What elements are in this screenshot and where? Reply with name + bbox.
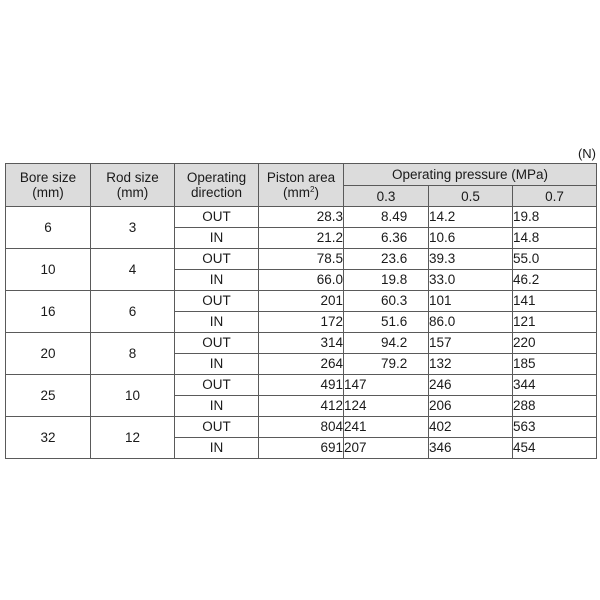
bore-size-cell: 20	[6, 333, 91, 375]
piston-area-cell: 804	[259, 417, 344, 438]
force-0-5-cell: 402	[429, 417, 513, 438]
direction-cell: OUT	[175, 249, 259, 270]
force-0-3-cell: 51.6	[344, 312, 429, 333]
rod-size-cell: 12	[91, 417, 175, 459]
force-0-5-cell: 10.6	[429, 228, 513, 249]
theoretical-output-table	[5, 163, 597, 459]
piston-area-cell: 412	[259, 396, 344, 417]
piston-area-cell: 691	[259, 438, 344, 459]
rod-size-cell: 3	[91, 207, 175, 249]
header-pressure-0-3: 0.3	[344, 186, 429, 207]
force-0-7-cell: 121	[513, 312, 597, 333]
force-0-5-cell: 157	[429, 333, 513, 354]
force-0-7-cell: 19.8	[513, 207, 597, 228]
direction-cell: OUT	[175, 333, 259, 354]
direction-cell: IN	[175, 270, 259, 291]
piston-area-cell: 78.5	[259, 249, 344, 270]
rod-size-cell: 4	[91, 249, 175, 291]
direction-cell: IN	[175, 438, 259, 459]
piston-area-cell: 21.2	[259, 228, 344, 249]
force-0-5-cell: 14.2	[429, 207, 513, 228]
force-0-5-cell: 246	[429, 375, 513, 396]
table-row	[6, 291, 597, 312]
force-0-3-cell: 241	[344, 417, 429, 438]
force-0-7-cell: 46.2	[513, 270, 597, 291]
direction-cell: IN	[175, 228, 259, 249]
force-0-5-cell: 206	[429, 396, 513, 417]
direction-cell: IN	[175, 396, 259, 417]
force-0-3-cell: 94.2	[344, 333, 429, 354]
bore-size-cell: 32	[6, 417, 91, 459]
table-row	[6, 333, 597, 354]
header-operating-direction: Operating direction	[175, 164, 259, 207]
force-0-5-cell: 86.0	[429, 312, 513, 333]
force-0-7-cell: 220	[513, 333, 597, 354]
piston-area-cell: 314	[259, 333, 344, 354]
force-0-3-cell: 19.8	[344, 270, 429, 291]
table-body	[6, 207, 597, 459]
force-0-7-cell: 14.8	[513, 228, 597, 249]
force-0-3-cell: 6.36	[344, 228, 429, 249]
table-row	[6, 249, 597, 270]
bore-size-cell: 16	[6, 291, 91, 333]
force-0-7-cell: 563	[513, 417, 597, 438]
rod-size-cell: 8	[91, 333, 175, 375]
force-0-3-cell: 60.3	[344, 291, 429, 312]
piston-area-cell: 201	[259, 291, 344, 312]
header-rod-size: Rod size (mm)	[91, 164, 175, 207]
direction-cell: OUT	[175, 207, 259, 228]
header-operating-pressure: Operating pressure (MPa)	[344, 164, 597, 186]
direction-cell: OUT	[175, 375, 259, 396]
header-bore-size: Bore size (mm)	[6, 164, 91, 207]
force-0-5-cell: 39.3	[429, 249, 513, 270]
force-0-7-cell: 288	[513, 396, 597, 417]
force-0-5-cell: 132	[429, 354, 513, 375]
table-row	[6, 417, 597, 438]
force-0-3-cell: 79.2	[344, 354, 429, 375]
force-0-3-cell: 23.6	[344, 249, 429, 270]
header-piston-area: Piston area $(mm^2)$	[259, 164, 344, 207]
force-0-7-cell: 185	[513, 354, 597, 375]
force-0-7-cell: 344	[513, 375, 597, 396]
piston-area-cell: 172	[259, 312, 344, 333]
force-0-3-cell: 8.49	[344, 207, 429, 228]
rod-size-cell: 6	[91, 291, 175, 333]
piston-area-cell: 28.3	[259, 207, 344, 228]
force-0-7-cell: 55.0	[513, 249, 597, 270]
header-pressure-0-5: 0.5	[429, 186, 513, 207]
direction-cell: OUT	[175, 291, 259, 312]
table-row	[6, 375, 597, 396]
piston-area-cell: 66.0	[259, 270, 344, 291]
direction-cell: OUT	[175, 417, 259, 438]
table-row	[6, 207, 597, 228]
piston-area-cell: 491	[259, 375, 344, 396]
bore-size-cell: 25	[6, 375, 91, 417]
bore-size-cell: 10	[6, 249, 91, 291]
unit-note: (N)	[577, 146, 596, 161]
force-0-3-cell: 147	[344, 375, 429, 396]
force-0-5-cell: 346	[429, 438, 513, 459]
force-0-3-cell: 124	[344, 396, 429, 417]
force-0-3-cell: 207	[344, 438, 429, 459]
bore-size-cell: 6	[6, 207, 91, 249]
header-pressure-0-7: 0.7	[513, 186, 597, 207]
force-0-5-cell: 33.0	[429, 270, 513, 291]
force-0-7-cell: 141	[513, 291, 597, 312]
force-0-7-cell: 454	[513, 438, 597, 459]
direction-cell: IN	[175, 354, 259, 375]
force-0-5-cell: 101	[429, 291, 513, 312]
direction-cell: IN	[175, 312, 259, 333]
rod-size-cell: 10	[91, 375, 175, 417]
piston-area-cell: 264	[259, 354, 344, 375]
